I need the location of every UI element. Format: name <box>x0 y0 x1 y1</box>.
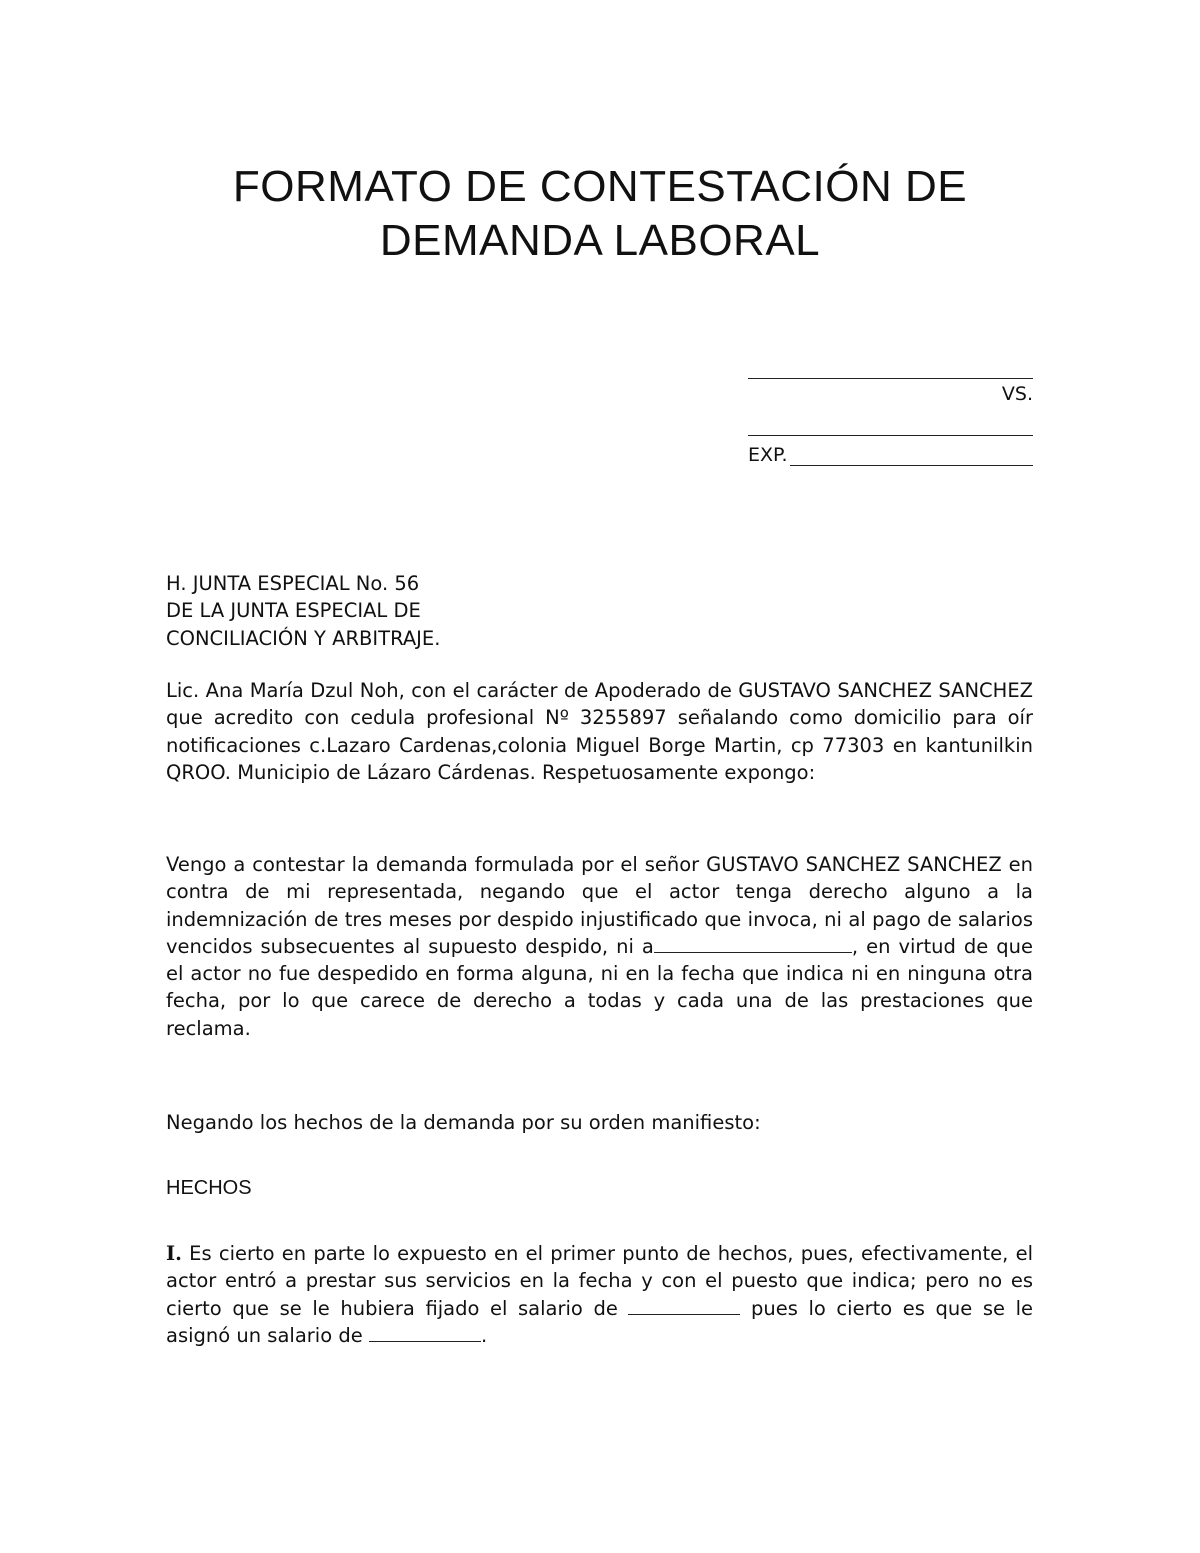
plaintiff-blank <box>748 360 1033 379</box>
introduction-paragraph: Lic. Ana María Dzul Noh, con el carácter de Apoderado de GUSTAVO SANCHEZ SANCHEZ que acredito con cedula profesional Nº 3255897 señalando como domicilio para oír notificaciones c.Lazaro Cardenas,colonia Miguel Borge Martin, cp 77303 en kantunilkin QROO. Municipio de Lázaro Cárdenas. Respetuosamente expongo: <box>166 679 1033 784</box>
title-line-1: FORMATO DE CONTESTACIÓN DE <box>232 162 968 211</box>
versus-label: VS. <box>1001 383 1033 405</box>
response-text-before: Vengo a contestar la demanda formulada por el señor GUSTAVO SANCHEZ SANCHEZ en contra de mi representada, negando que el actor tenga derecho alguno a la indemnización de tres meses por despido injustificado que invoca, ni al pago de salarios vencidos subsecuentes al supuesto despido, ni a <box>166 853 1033 958</box>
title-line-2: DEMANDA LABORAL <box>379 216 821 265</box>
denial-paragraph: Negando los hechos de la demanda por su orden manifiesto: <box>166 1111 761 1134</box>
file-number-label: EXP. <box>748 444 788 466</box>
file-number-row <box>748 438 1033 466</box>
response-text-after: , en virtud de que el actor no fue despedido en forma alguna, ni en la fecha que indica ni en ninguna otra fecha, por lo que carece de derecho a todas y cada una de las prestaciones que reclama. <box>166 934 1033 1040</box>
fact-one-paragraph <box>166 1240 1033 1349</box>
fact-text-3: . <box>480 1323 488 1347</box>
file-number-blank <box>790 445 1033 466</box>
addressee-line-1: H. JUNTA ESPECIAL No. 56 <box>166 572 420 595</box>
document-title <box>150 160 1050 268</box>
assigned-salary-blank <box>369 1323 481 1342</box>
response-paragraph <box>166 851 1033 1042</box>
fact-text-2: pues lo cierto es que se le asignó un salario de <box>166 1296 1033 1347</box>
fact-numeral: I. <box>166 1242 182 1265</box>
addressee-line-2: DE LA JUNTA ESPECIAL DE <box>166 599 421 623</box>
case-caption <box>748 360 1033 466</box>
addressee-block <box>166 570 1033 652</box>
defendant-blank <box>748 407 1033 436</box>
addressee-line-3: CONCILIACIÓN Y ARBITRAJE. <box>166 626 441 650</box>
claimed-salary-blank <box>628 1296 740 1315</box>
benefit-blank <box>654 934 852 953</box>
fact-text-1: Es cierto en parte lo expuesto en el primer punto de hechos, pues, efectivamente, el actor entró a prestar sus servicios en la fecha y con el puesto que indica; pero no es cierto que se le hubiera fijado el salario de <box>166 1242 1034 1320</box>
facts-heading: HECHOS <box>166 1177 252 1199</box>
